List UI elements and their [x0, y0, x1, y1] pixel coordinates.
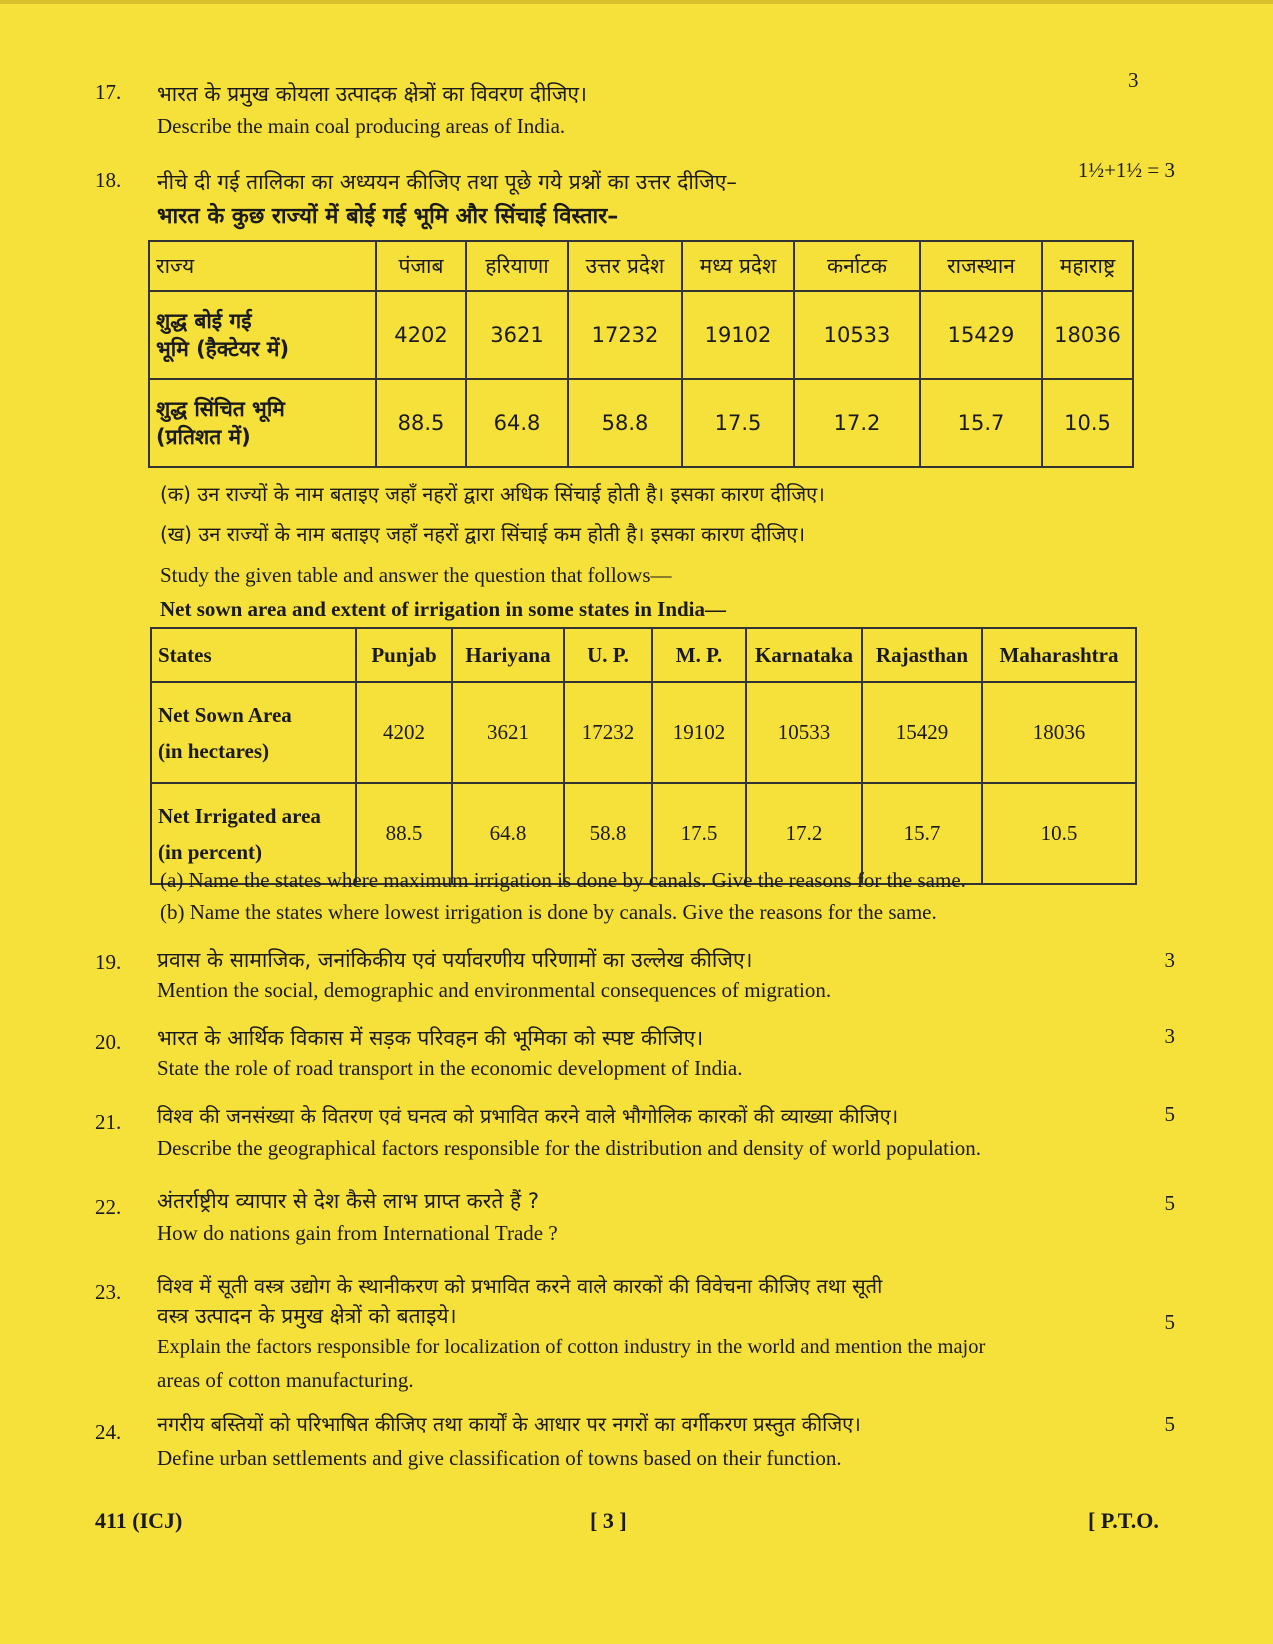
header-cell: Punjab — [356, 628, 452, 682]
question-hindi: प्रवास के सामाजिक, जनांकिकीय एवं पर्यावरणीय परिणामों का उल्लेख कीजिए। — [157, 948, 753, 972]
question-number: 22. — [95, 1195, 122, 1219]
table-title-english: Net sown area and extent of irrigation in some states in India— — [160, 597, 727, 621]
top-border — [0, 0, 1273, 4]
table-row — [151, 682, 1136, 783]
question-number: 17. — [95, 80, 122, 104]
marks: 5 — [1164, 1191, 1175, 1215]
header-cell: M. P. — [652, 628, 746, 682]
header-cell: मध्य प्रदेश — [682, 241, 794, 291]
marks: 5 — [1164, 1102, 1175, 1126]
marks: 5 — [1164, 1412, 1175, 1436]
header-cell: उत्तर प्रदेश — [568, 241, 682, 291]
sub-question-b-hindi: (ख) उन राज्यों के नाम बताइए जहाँ नहरों द्वारा सिंचाई कम होती है। इसका कारण दीजिए। — [160, 522, 806, 546]
question-hindi: नगरीय बस्तियों को परिभाषित कीजिए तथा कार्यों के आधार पर नगरों का वर्गीकरण प्रस्तुत कीजिए। — [157, 1412, 861, 1436]
table-cell: 4202 — [376, 291, 466, 379]
header-cell: Rajasthan — [862, 628, 982, 682]
row-label — [149, 379, 376, 467]
table-cell: 88.5 — [356, 783, 452, 884]
marks: 1½+1½ = 3 — [1077, 158, 1175, 182]
row-label-line: (in percent) — [158, 839, 263, 864]
question-english: Mention the social, demographic and environmental consequences of migration. — [157, 978, 832, 1002]
header-cell: Maharashtra — [982, 628, 1136, 682]
question-number: 23. — [95, 1280, 122, 1304]
header-cell: Karnataka — [746, 628, 862, 682]
header-cell: Hariyana — [452, 628, 564, 682]
table-cell: 88.5 — [376, 379, 466, 467]
question-english: Explain the factors responsible for localization of cotton industry in the world and mention the major — [157, 1336, 986, 1358]
question-hindi: विश्व में सूती वस्त्र उद्योग के स्थानीकरण को प्रभावित करने वाले कारकों की विवेचना कीजिए तथा सूती — [157, 1274, 883, 1298]
question-english: State the role of road transport in the economic development of India. — [157, 1056, 743, 1080]
question-number: 18. — [95, 168, 122, 192]
table-cell: 17.2 — [794, 379, 920, 467]
question-hindi: विश्व की जनसंख्या के वितरण एवं घनत्व को प्रभावित करने वाले भौगोलिक कारकों की व्याख्या कीजिए। — [157, 1104, 899, 1128]
question-hindi: अंतर्राष्ट्रीय व्यापार से देश कैसे लाभ प्राप्त करते हैं ? — [157, 1189, 539, 1213]
header-cell: पंजाब — [376, 241, 466, 291]
row-label-line: भूमि (हैक्टेयर में) — [156, 337, 290, 361]
table-cell: 58.8 — [568, 379, 682, 467]
table-cell: 17232 — [564, 682, 652, 783]
sub-question-a-english: (a) Name the states where maximum irrigation is done by canals. Give the reasons for the same. — [160, 868, 966, 892]
top-marks: 3 — [1128, 68, 1139, 92]
header-cell: राज्य — [149, 241, 376, 291]
header-cell: राजस्थान — [920, 241, 1042, 291]
table-cell: 64.8 — [452, 783, 564, 884]
table-row — [149, 379, 1133, 467]
header-cell: U. P. — [564, 628, 652, 682]
question-number: 20. — [95, 1030, 122, 1054]
question-english: How do nations gain from International Trade ? — [157, 1221, 558, 1245]
table-cell: 17.2 — [746, 783, 862, 884]
question-number: 19. — [95, 950, 122, 974]
row-label-line: (प्रतिशत में) — [156, 425, 251, 449]
table-cell: 10.5 — [982, 783, 1136, 884]
table-cell: 18036 — [982, 682, 1136, 783]
sub-question-b-english: (b) Name the states where lowest irrigation is done by canals. Give the reasons for the same. — [160, 900, 937, 924]
row-label-line: शुद्ध सिंचित भूमि — [156, 397, 285, 421]
english-data-table — [150, 627, 1137, 885]
row-label — [151, 682, 356, 783]
table-cell: 3621 — [466, 291, 568, 379]
table-cell: 15429 — [920, 291, 1042, 379]
header-cell: हरियाणा — [466, 241, 568, 291]
header-cell: States — [151, 628, 356, 682]
table-cell: 10533 — [794, 291, 920, 379]
table-cell: 19102 — [682, 291, 794, 379]
table-header-row — [151, 628, 1136, 682]
question-number: 21. — [95, 1110, 122, 1134]
row-label-line: Net Irrigated area — [158, 803, 321, 828]
question-number: 24. — [95, 1420, 122, 1444]
table-cell: 10.5 — [1042, 379, 1133, 467]
marks: 3 — [1164, 948, 1175, 972]
table-cell: 15429 — [862, 682, 982, 783]
table-cell: 17232 — [568, 291, 682, 379]
marks: 5 — [1164, 1310, 1175, 1334]
footer-pto: [ P.T.O. — [1088, 1508, 1159, 1533]
table-cell: 64.8 — [466, 379, 568, 467]
table-row — [149, 291, 1133, 379]
question-hindi: भारत के आर्थिक विकास में सड़क परिवहन की भूमिका को स्पष्ट कीजिए। — [157, 1026, 704, 1050]
row-label — [149, 291, 376, 379]
row-label-line: शुद्ध बोई गई — [156, 309, 252, 333]
marks: 3 — [1164, 1024, 1175, 1048]
hindi-data-table — [148, 240, 1134, 468]
table-cell: 10533 — [746, 682, 862, 783]
table-cell: 15.7 — [862, 783, 982, 884]
table-cell: 58.8 — [564, 783, 652, 884]
footer-page-number: [ 3 ] — [590, 1508, 627, 1533]
question-hindi: नीचे दी गई तालिका का अध्ययन कीजिए तथा पूछे गये प्रश्नों का उत्तर दीजिए– — [157, 170, 737, 194]
question-english: areas of cotton manufacturing. — [157, 1368, 414, 1392]
table-cell: 18036 — [1042, 291, 1133, 379]
footer-code: 411 (ICJ) — [95, 1508, 183, 1533]
header-cell: महाराष्ट्र — [1042, 241, 1133, 291]
question-english: Describe the geographical factors responsible for the distribution and density of world population. — [157, 1136, 982, 1160]
table-cell: 19102 — [652, 682, 746, 783]
row-label-line: (in hectares) — [158, 738, 269, 763]
table-cell: 4202 — [356, 682, 452, 783]
instruction-english: Study the given table and answer the question that follows— — [160, 563, 672, 587]
header-cell: कर्नाटक — [794, 241, 920, 291]
question-english: Define urban settlements and give classification of towns based on their function. — [157, 1446, 842, 1470]
sub-question-a-hindi: (क) उन राज्यों के नाम बताइए जहाँ नहरों द्वारा अधिक सिंचाई होती है। इसका कारण दीजिए। — [160, 482, 825, 506]
table-title-hindi: भारत के कुछ राज्यों में बोई गई भूमि और सिंचाई विस्तार– — [157, 204, 619, 229]
table-cell: 17.5 — [652, 783, 746, 884]
question-hindi: वस्त्र उत्पादन के प्रमुख क्षेत्रों को बताइये। — [157, 1304, 457, 1328]
table-cell: 17.5 — [682, 379, 794, 467]
table-cell: 15.7 — [920, 379, 1042, 467]
table-cell: 3621 — [452, 682, 564, 783]
question-hindi: भारत के प्रमुख कोयला उत्पादक क्षेत्रों का विवरण दीजिए। — [157, 82, 587, 106]
table-header-row — [149, 241, 1133, 291]
row-label-line: Net Sown Area — [158, 702, 292, 727]
question-english: Describe the main coal producing areas of India. — [157, 114, 566, 138]
